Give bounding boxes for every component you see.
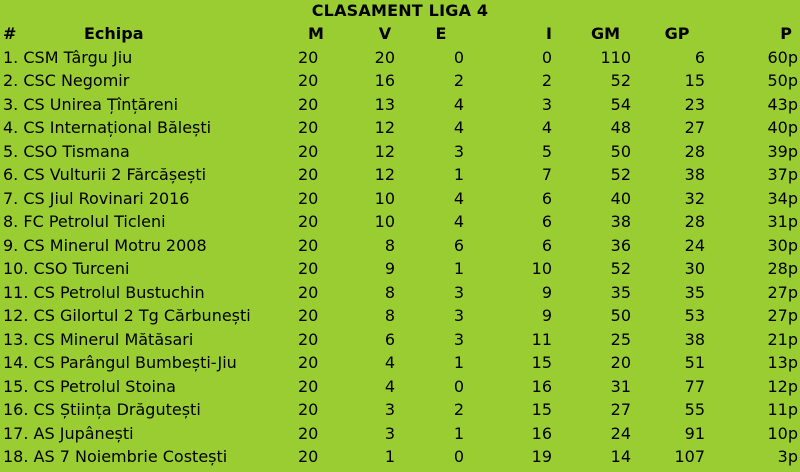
cell-goals-against: 55 [684,400,705,419]
cell-team: CS Petrolul Bustuchin [33,282,205,302]
cell-draws: 1 [453,259,464,278]
cell-position-team [0,210,296,234]
cell-position: 18. [3,447,29,466]
cell-losses: 15 [531,400,552,419]
cell-matches: 20 [298,329,319,349]
cell-goals-for: 52 [610,165,631,184]
cell-matches: 20 [298,306,319,325]
cell-points: 12p [767,376,798,396]
table-row [0,422,800,446]
cell-goals-for: 35 [610,282,631,302]
cell-position: 16. [3,400,29,419]
standings-body [0,46,800,469]
table-row [0,445,800,469]
cell-position-team [0,140,296,164]
column-header-goals-for: GM [590,24,621,43]
cell-team: CS Gilortul 2 Tg Cărbunești [33,306,251,325]
cell-losses: 9 [541,306,552,325]
cell-points: 37p [767,165,798,184]
cell-goals-against: 35 [684,282,705,302]
cell-matches: 20 [298,94,319,114]
column-header-wins: V [378,24,392,43]
cell-position-team [0,116,296,140]
cell-points: 21p [767,329,798,349]
cell-matches: 20 [298,47,319,67]
cell-wins: 13 [374,94,395,114]
cell-losses: 0 [541,47,552,67]
cell-position: 1. [3,47,19,67]
cell-points: 27p [767,306,798,325]
cell-position-team [0,422,296,446]
cell-team: AS 7 Noiembrie Costești [33,447,228,466]
cell-wins: 8 [384,282,395,302]
table-row [0,234,800,258]
cell-draws: 1 [453,353,464,372]
cell-wins: 1 [384,447,395,466]
cell-losses: 6 [541,188,552,208]
cell-matches: 20 [298,141,319,161]
cell-position-team [0,375,296,399]
cell-losses: 16 [531,376,552,396]
cell-team: CS Minerul Mătăsari [33,329,194,349]
cell-goals-against: 6 [694,47,705,67]
column-header-goals-against: GP [664,24,690,43]
cell-wins: 9 [384,259,395,278]
cell-matches: 20 [298,188,319,208]
cell-position-team [0,187,296,211]
table-row [0,69,800,93]
cell-goals-for: 14 [610,447,631,466]
table-row [0,140,800,164]
cell-position: 7. [3,188,19,208]
column-header-position: # [3,24,17,43]
table-row [0,328,800,352]
cell-draws: 3 [453,306,464,325]
cell-draws: 3 [453,329,464,349]
cell-position-team [0,46,296,70]
cell-matches: 20 [298,400,319,419]
cell-position: 14. [3,353,29,372]
cell-position-team [0,69,296,93]
cell-wins: 16 [374,71,395,90]
table-row [0,116,800,140]
cell-team: CSO Turceni [33,259,130,278]
cell-team: CS Știința Drăgutești [33,400,201,419]
table-row [0,398,800,422]
cell-draws: 4 [453,118,464,137]
cell-goals-for: 110 [600,47,631,67]
table-row [0,375,800,399]
cell-losses: 5 [541,141,552,161]
cell-goals-against: 23 [684,94,705,114]
cell-wins: 8 [384,235,395,255]
cell-team: FC Petrolul Ticleni [23,212,166,231]
cell-position: 9. [3,235,19,255]
cell-goals-against: 28 [684,141,705,161]
cell-goals-for: 31 [610,376,631,396]
cell-wins: 6 [384,329,395,349]
cell-goals-against: 27 [684,118,705,137]
cell-team: CS Unirea Țînțăreni [23,94,179,114]
cell-position: 13. [3,329,29,349]
cell-goals-against: 28 [684,212,705,231]
cell-team: CSO Tismana [23,141,130,161]
cell-points: 28p [767,259,798,278]
cell-matches: 20 [298,165,319,184]
cell-team: CSC Negomir [23,71,130,90]
cell-points: 11p [767,400,798,419]
cell-matches: 20 [298,447,319,466]
cell-points: 50p [767,71,798,90]
cell-position: 2. [3,71,19,90]
cell-wins: 4 [384,376,395,396]
header-row [0,22,800,46]
cell-draws: 6 [453,235,464,255]
cell-goals-for: 48 [610,118,631,137]
cell-position: 8. [3,212,19,231]
cell-matches: 20 [298,353,319,372]
cell-wins: 12 [374,165,395,184]
cell-wins: 20 [374,47,395,67]
column-header-losses: I [546,24,552,43]
column-header-team: Echipa [84,24,144,43]
cell-team: CSM Târgu Jiu [23,47,133,67]
cell-goals-for: 52 [610,71,631,90]
cell-points: 27p [767,282,798,302]
cell-points: 10p [767,423,798,443]
page-title: CLASAMENT LIGA 4 [311,1,489,20]
cell-matches: 20 [298,118,319,137]
cell-position: 15. [3,376,29,396]
cell-goals-against: 15 [684,71,705,90]
cell-wins: 12 [374,141,395,161]
column-header-points: P [780,24,792,43]
table-row [0,281,800,305]
table-row [0,187,800,211]
cell-losses: 4 [541,118,552,137]
cell-goals-for: 24 [610,423,631,443]
cell-goals-for: 50 [610,306,631,325]
cell-points: 34p [767,188,798,208]
cell-team: CS Minerul Motru 2008 [23,235,207,255]
cell-position: 4. [3,118,19,137]
cell-goals-against: 51 [684,353,705,372]
cell-wins: 4 [384,353,395,372]
cell-wins: 10 [374,212,395,231]
table-row [0,210,800,234]
cell-position-team [0,328,296,352]
cell-goals-for: 40 [610,188,631,208]
cell-position-team [0,398,296,422]
column-header-draws: E [435,24,447,43]
cell-points: 13p [767,353,798,372]
cell-draws: 2 [453,71,464,90]
cell-goals-against: 107 [674,447,705,466]
cell-draws: 1 [453,165,464,184]
cell-position: 11. [3,282,29,302]
cell-position-team [0,281,296,305]
cell-position: 12. [3,306,29,325]
table-row [0,257,800,281]
cell-position-team [0,234,296,258]
cell-points: 39p [767,141,798,161]
standings-table [0,22,800,469]
cell-wins: 8 [384,306,395,325]
cell-wins: 3 [384,400,395,419]
cell-draws: 0 [453,447,464,466]
cell-losses: 3 [541,94,552,114]
cell-wins: 12 [374,118,395,137]
cell-team: CS Parângul Bumbești-Jiu [33,353,237,372]
cell-losses: 15 [531,353,552,372]
cell-goals-against: 91 [684,423,705,443]
table-row [0,304,800,328]
cell-points: 40p [767,118,798,137]
cell-matches: 20 [298,212,319,231]
cell-draws: 4 [453,94,464,114]
cell-draws: 4 [453,188,464,208]
cell-position: 5. [3,141,19,161]
cell-losses: 9 [541,282,552,302]
cell-team: CS Petrolul Stoina [33,376,176,396]
cell-wins: 10 [374,188,395,208]
cell-goals-against: 32 [684,188,705,208]
cell-goals-for: 54 [610,94,631,114]
cell-position-team [0,257,296,281]
cell-losses: 6 [541,235,552,255]
cell-goals-for: 27 [610,400,631,419]
cell-matches: 20 [298,259,319,278]
cell-points: 60p [767,47,798,67]
cell-points: 30p [767,235,798,255]
cell-goals-against: 38 [684,165,705,184]
cell-goals-for: 52 [610,259,631,278]
cell-matches: 20 [298,423,319,443]
cell-position: 10. [3,259,29,278]
cell-team: AS Jupânești [33,423,134,443]
cell-team: CS Jiul Rovinari 2016 [23,188,190,208]
cell-matches: 20 [298,235,319,255]
cell-position: 17. [3,423,29,443]
table-row [0,163,800,187]
cell-position-team [0,351,296,375]
cell-losses: 11 [531,329,552,349]
cell-team: CS Vulturii 2 Fărcășești [23,165,207,184]
cell-draws: 0 [453,376,464,396]
cell-goals-for: 50 [610,141,631,161]
cell-goals-for: 36 [610,235,631,255]
cell-position-team [0,163,296,187]
cell-goals-for: 38 [610,212,631,231]
cell-points: 31p [767,212,798,231]
column-header-matches: M [308,24,324,43]
cell-position: 3. [3,94,19,114]
table-row [0,46,800,70]
cell-losses: 16 [531,423,552,443]
cell-position-team [0,304,296,328]
cell-matches: 20 [298,376,319,396]
cell-position-team [0,445,296,469]
cell-goals-for: 25 [610,329,631,349]
cell-draws: 3 [453,282,464,302]
cell-points: 3p [777,447,798,466]
cell-wins: 3 [384,423,395,443]
cell-position-team [0,93,296,117]
table-row [0,351,800,375]
cell-losses: 7 [541,165,552,184]
cell-goals-for: 20 [610,353,631,372]
cell-losses: 2 [541,71,552,90]
table-row [0,93,800,117]
cell-goals-against: 53 [684,306,705,325]
cell-draws: 2 [453,400,464,419]
cell-team: CS Internațional Bălești [23,118,212,137]
cell-losses: 10 [531,259,552,278]
cell-draws: 0 [453,47,464,67]
cell-goals-against: 77 [684,376,705,396]
cell-losses: 19 [531,447,552,466]
cell-draws: 4 [453,212,464,231]
cell-goals-against: 38 [684,329,705,349]
cell-draws: 1 [453,423,464,443]
cell-matches: 20 [298,71,319,90]
cell-points: 43p [767,94,798,114]
cell-matches: 20 [298,282,319,302]
cell-losses: 6 [541,212,552,231]
cell-goals-against: 24 [684,235,705,255]
cell-goals-against: 30 [684,259,705,278]
cell-position: 6. [3,165,19,184]
cell-draws: 3 [453,141,464,161]
